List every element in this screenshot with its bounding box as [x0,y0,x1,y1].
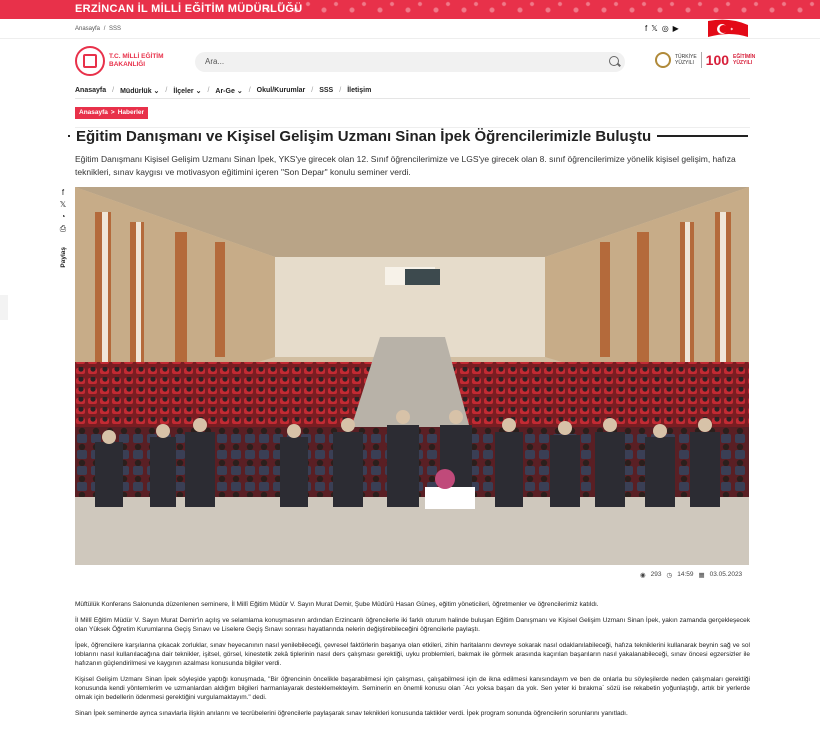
clock-icon: ◷ [666,572,673,579]
search-icon[interactable] [609,56,619,66]
view-count: 293 [650,571,662,578]
facebook-icon[interactable]: f [645,24,648,33]
nav-item-arge[interactable] [215,87,242,95]
egitimin-yuzyili-text [733,54,755,66]
nav-sep: / [112,87,115,94]
article-paragraph: İpek, öğrencilere karşılarına çıkacak zorluklar, sınav heyecanının nasıl yenilebileceği, çevresel faktörlerin başarıya olan etkileri, zihin haritalarını devreye sokarak nasıl odaklanılabileceği, hafıza tekniklerini kullanarak beynin sağ ve sol loblarını nasıl kullanılacağına dair teknikler, işitsel, görsel, kinestetik zekâ tiplerinin nasıl ders çalışması gerektiği, uyku problemleri, bakmak ile görmek arasında kaçırılan başarıların nasıl yakalanabileceği, sınav öncesi egzersizler ile hafızanın güçlendirilmesi ve kaygının azalması konusunda bilgiler verdi. [75,642,750,667]
divider [0,38,820,39]
article-paragraph: Kişisel Gelişim Uzmanı Sinan İpek söyleşide yaptığı konuşmada, "Bir öğrencinin öncelikle başarabilmesi için çalışması, çalışabilmesi için de ikna edilmesi kanısındayım ve ben de onlarla bu söyleşilerde neden çalışmaları gerektiği konusunda kendi yöntemlerim ve uzmanlardan aldığım bilgileri harmanlayarak desteklemekteyim. Seminerin en önemli konusu olan `Acı yoksa başarı da yok. Sen yeter ki bırakma` sözü ise rekabetin yoğunlaştığı, artık bir yerlerde olmak için bedellerin ödenmesi gerektiğini vurgulamaktayım." dedi. [75,676,750,701]
divider [75,98,750,99]
nav-sep: / [207,87,210,94]
seminar-hall-illustration [75,187,749,565]
banner-pattern [260,0,820,19]
nav-item-iletisim[interactable]: İletişim [347,87,372,94]
top-crumb-home[interactable]: Anasayfa [75,26,101,32]
logo-text-yuzyili: YÜZYILI [675,60,694,66]
article-paragraph: Müftülük Konferans Salonunda düzenlenen seminere, İl Millî Eğitim Müdür V. Sayın Murat Demir, Şube Müdürü Hasan Güneş, eğitim yöneticileri, öğretmenler ve öğrencilerimiz katıldı. [75,601,599,608]
turkiye-yuzyili-text [675,54,697,66]
top-crumb-sep: / [103,26,106,32]
nav-item-anasayfa[interactable]: Anasayfa [75,87,107,94]
facebook-share-icon[interactable]: f [61,188,65,197]
logo-line2: BAKANLIĞI [109,61,146,68]
article-paragraph: Sinan İpek seminerde ayrıca sınavlarla ilişkin anılarını ve tecrübelerini öğrencilerle paylaşarak sınav teknikleri konusunda taktikler verdi. İpek program sonunda öğrencilerin sorunlarını yanıtladı. [75,710,628,717]
meb-logo[interactable] [75,46,164,76]
calendar-icon: ▦ [698,572,705,579]
share-bar [57,188,69,268]
article-meta [640,571,742,579]
nav-label: Müdürlük [120,88,152,95]
top-breadcrumb [75,26,123,32]
share-label: Paylaş [59,247,67,268]
article-body [75,600,750,725]
nav-item-okul-kurumlar[interactable]: Okul/Kurumlar [256,87,306,94]
article-paragraph: İl Millî Eğitim Müdür V. Sayın Murat Demir'in açılış ve selamlama konuşmasının ardından Erzincanlı öğrencilerle iki farklı oturum halinde buluşan Eğitim Danışmanı ve Kişisel Gelişim Uzmanı Sinan İpek, yakın zamanda gerçekleşecek olan Yüksek Öğretim Kurumlarına Geçiş Sınavı ve Liselere Geçiş Sınavı sonrası hayatlarında nelerin değiştirebileceğini öğrencilerle paylaştı. [75,617,750,633]
x-icon[interactable]: 𝕏 [651,24,658,33]
chevron-down-icon: ⌄ [195,88,202,95]
chevron-down-icon: ⌄ [236,88,243,95]
print-icon[interactable]: ⎙ [59,224,67,233]
instagram-icon[interactable]: ◎ [661,24,669,33]
turkish-flag-icon [700,19,750,39]
logo-text [109,53,164,69]
site-title[interactable]: ERZİNCAN İL MİLLİ EĞİTİM MÜDÜRLÜĞÜ [75,3,303,15]
logo-separator [701,52,702,68]
breadcrumb-sep: > [110,109,115,116]
logo-text-yuzyili-2: YÜZYILI [733,60,753,66]
chevron-down-icon: ⌄ [153,88,160,95]
centennial-logos [655,52,755,68]
nav-item-sss[interactable]: SSS [319,87,334,94]
nav-label: Ar-Ge [215,88,235,95]
logo-text-turkiye: TÜRKİYE [675,54,697,60]
nav-sep: / [311,87,314,94]
turkiye-yuzyili-icon [655,52,671,68]
youtube-icon[interactable]: ▶ [672,24,679,33]
logo-line1: T.C. MİLLİ EĞİTİM [109,53,164,60]
nav-sep: / [339,87,342,94]
centennial-number: 100 [705,52,730,68]
top-banner [0,0,820,19]
scroll-edge [0,295,8,320]
top-crumb-sss[interactable]: SSS [109,26,122,32]
breadcrumb-home[interactable]: Anasayfa [79,109,108,116]
whatsapp-share-icon[interactable]: ◔ [60,212,66,221]
x-share-icon[interactable]: 𝕏 [59,200,67,209]
logo-text-egitimin: EĞİTİMİN [733,54,756,60]
main-nav [75,87,371,95]
breadcrumb-current[interactable]: Haberler [117,109,145,116]
search-bar[interactable] [195,52,625,72]
breadcrumb [75,107,148,119]
article-date: 03.05.2023 [709,571,743,578]
nav-label: İlçeler [173,88,194,95]
article-lead: Eğitim Danışmanı Kişisel Gelişim Uzmanı Sinan İpek, YKS'ye girecek olan 12. Sınıf öğrencilerimize ve LGS'ye girecek olan 8. sınıf öğrencilerimize yönelik kişisel gelişim, hafıza teknikleri, sınav kaygısı ve motivasyon eğitimini içeren "Son Depar" konulu seminer verdi. [75,154,736,177]
search-input[interactable]: Ara... [205,57,225,66]
page-title: Eğitim Danışmanı ve Kişisel Gelişim Uzmanı Sinan İpek Öğrencilerimizle Buluştu [70,128,657,145]
article-photo[interactable] [75,187,749,565]
eye-icon: ◉ [640,572,646,579]
social-links [645,24,679,33]
nav-sep: / [165,87,168,94]
article-time: 14:59 [677,571,694,578]
meb-emblem-icon [75,46,105,76]
nav-item-ilceler[interactable] [173,87,201,95]
nav-item-mudurluk[interactable] [120,87,159,95]
nav-sep: / [248,87,251,94]
